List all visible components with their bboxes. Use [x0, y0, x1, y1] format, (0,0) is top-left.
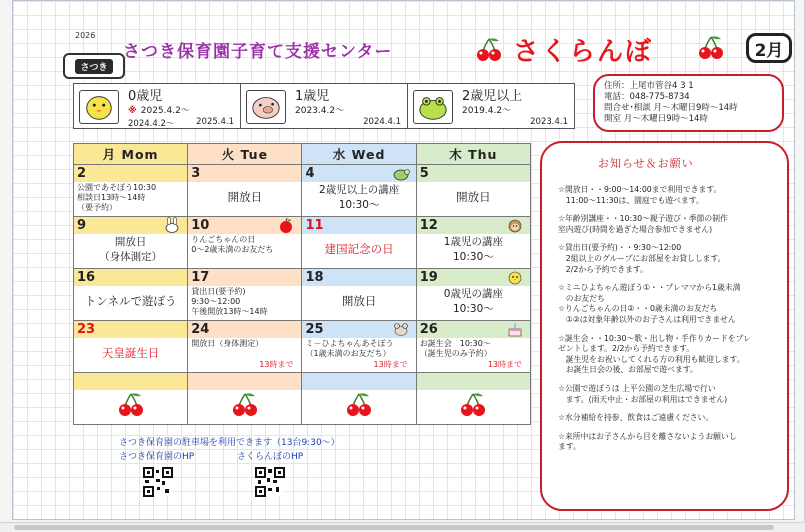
day-event-text [188, 234, 301, 255]
calendar-day-cell [302, 373, 416, 425]
calendar-day-cell [188, 373, 302, 425]
notice-line: ☆貸出日(要予約)・・9:30～12:00 [558, 243, 682, 253]
day-event-line: 相談日13時～14時 [77, 193, 146, 202]
day-number [417, 373, 530, 390]
hp-link-sakuranbo[interactable]: さくらんぼのHP [237, 452, 304, 462]
cherry-decoration [302, 390, 415, 418]
scrollbar-thumb[interactable] [14, 525, 774, 530]
day-number: 18 [302, 269, 415, 286]
day-event-text [417, 338, 530, 359]
day-event: 天皇誕生日 [101, 346, 160, 360]
notice-item [558, 413, 779, 424]
notice-line: ☆水分補給を持参、飲食はご遠慮ください。 [558, 413, 714, 423]
day-number: 3 [188, 165, 301, 182]
calendar-day-cell [74, 165, 188, 217]
calendar-day-cell [416, 321, 530, 373]
age-label: 0歳児 [128, 89, 163, 104]
day-number: 17 [188, 269, 301, 286]
age-groups [73, 83, 575, 129]
notice-line: ☆ミニひよちゃん遊ぼう①・・プレママから1歳未満 [558, 283, 741, 293]
day-event-line: 9:30～12:00 [191, 297, 241, 306]
day-event-line: 0～2歳未満のお友だち [191, 245, 274, 254]
day-event-line: （誕生児のみ予約） [419, 349, 492, 358]
day-event-line: 10:30～ [452, 251, 494, 263]
frog-icon [413, 90, 453, 124]
logo-text: さつき [75, 59, 112, 74]
day-number [188, 373, 301, 390]
day-event: 開放日 [341, 294, 377, 308]
calendar-day-cell [74, 217, 188, 269]
calendar-week [74, 269, 531, 321]
address-line: 住所：上尾市菅谷4 3 1 [604, 81, 694, 91]
horizontal-scrollbar[interactable] [0, 522, 805, 532]
cherry-decoration [74, 390, 187, 418]
notice-line: 誕生児をお祝いしてくれる方の利用も歓迎します。 [558, 354, 745, 364]
day-event: トンネルで遊ぼう [84, 294, 177, 308]
calendar-week [74, 217, 531, 269]
notice-line: 11:00～11:30は、園庭でも遊べます。 [558, 195, 704, 205]
day-number: 16 [74, 269, 187, 286]
day-number [302, 373, 415, 390]
year-label: 2026 [75, 31, 96, 40]
notice-item [558, 384, 779, 405]
day-event-line: ミ－ひよちゃんあそぼう [305, 339, 394, 348]
day-event-line: りんごちゃんの日 [191, 235, 256, 244]
day-number: 5 [417, 165, 530, 182]
day-number: 2 [74, 165, 187, 182]
notice-line: ☆年齢別講座・・10:30～親子遊び・季節の制作 [558, 214, 728, 224]
day-event-line: 10:30～ [338, 199, 380, 211]
age-date-end: 2023.4.1 [530, 117, 568, 127]
weekday-header-tue: 火 Tue [188, 144, 302, 165]
notice-line: のお友だち [558, 293, 605, 303]
weekday-header-wed: 水 Wed [302, 144, 416, 165]
age-date-start: 2019.4.2～ [462, 106, 512, 116]
day-event-line: 午後開放13時～14時 [191, 307, 268, 316]
calendar-day-cell [416, 165, 530, 217]
day-event-line: お誕生会 10:30～ [419, 339, 491, 348]
age-date-end: 2025.4.1 [196, 117, 234, 127]
day-number: 26 [417, 321, 530, 338]
day-event-text [302, 338, 415, 359]
day-number: 4 [302, 165, 415, 182]
day-number: 25 [302, 321, 415, 338]
notice-line: ます。 [558, 442, 581, 452]
day-number: 12 [417, 217, 530, 234]
calendar-day-cell [74, 321, 188, 373]
day-number: 24 [188, 321, 301, 338]
address-box [593, 74, 784, 132]
day-event-line: 1歳児の講座 [443, 236, 503, 248]
age-date-start: ※ 2025.4.2～ [128, 106, 190, 116]
notice-box [540, 141, 789, 511]
notice-title: お知らせ＆お願い [598, 157, 694, 170]
day-event-line: 公園であそぼう10:30 [77, 183, 157, 192]
notice-line: 2/2から予約できます。 [558, 264, 648, 274]
age-date-start: 2023.4.2～ [295, 106, 345, 116]
logo [63, 53, 125, 79]
notice-line: ☆誕生会・・10:30～歌・出し物・手作りカードをプレ [558, 333, 751, 343]
day-note: 13時まで [487, 360, 522, 369]
day-event-line: 2歳児以上の講座 [319, 184, 400, 196]
day-number: 10 [188, 217, 301, 234]
weekday-header-mon: 月 Mom [74, 144, 188, 165]
calendar-day-cell [416, 373, 530, 425]
notice-item [558, 432, 779, 453]
day-event: 開放日 [227, 190, 263, 204]
apple-icon [277, 217, 295, 233]
cherry-icon [458, 392, 488, 418]
cherry-decoration [417, 390, 530, 418]
age-group-1 [241, 84, 408, 128]
calendar-day-cell [74, 373, 188, 425]
mouse-icon [392, 321, 410, 337]
parking-note: さつき保育園の駐車場を利用できます（13台9:30～） [119, 438, 340, 448]
main-title: さくらんぼ [513, 37, 654, 67]
notice-line: ます。(雨天中止・お部屋の利用はできません) [558, 394, 728, 404]
cherry-icon [116, 392, 146, 418]
age-date-end: 2024.4.1 [363, 117, 401, 127]
document-page [12, 0, 795, 520]
age-label: 1歳児 [295, 89, 330, 104]
day-event: 開放日 [456, 190, 491, 204]
day-event: 建国記念の日 [324, 242, 394, 256]
age-group-0 [74, 84, 241, 128]
calendar-day-cell [188, 321, 302, 373]
notice-item [558, 334, 779, 376]
rabbit-icon [163, 217, 181, 233]
notice-line: ゼントします。2/2から予約できます。 [558, 344, 695, 354]
hp-link-satsuki[interactable]: さつき保育園のHP [119, 452, 195, 462]
day-event-text [188, 338, 301, 349]
day-number: 9 [74, 217, 187, 234]
phone-line: 電話：048-775-8734 [604, 92, 690, 102]
day-event-line: （1歳未満のお友だち） [305, 349, 391, 358]
calendar-day-cell [302, 217, 416, 269]
calendar-day-cell [416, 269, 530, 321]
calendar-day-cell [302, 165, 416, 217]
day-event-line: 0歳児の講座 [443, 288, 503, 300]
chick-icon [79, 90, 119, 124]
turtle-icon [392, 165, 410, 181]
monkey-icon [506, 217, 524, 233]
day-event-line: 開放日（身体測定） [191, 339, 264, 348]
cherry-decoration [188, 390, 301, 418]
calendar-day-cell [188, 165, 302, 217]
calendar-day-cell [188, 269, 302, 321]
cake-icon [506, 321, 524, 337]
day-number: 23 [74, 321, 187, 338]
calendar-day-cell [188, 217, 302, 269]
day-note: 13時まで [259, 360, 294, 369]
notice-line: 2組以上のグループにお部屋をお貸しします。 [558, 253, 726, 263]
qr-code-icon [143, 467, 173, 497]
age-group-2 [408, 84, 574, 128]
day-event-line: （身体測定） [99, 251, 163, 263]
calendar-day-cell [416, 217, 530, 269]
cherry-icon [344, 392, 374, 418]
day-event-line: 貸出日(要予約) [191, 287, 246, 296]
day-event-line: 開放日 [114, 236, 147, 248]
org-title: さつき保育園子育て支援センター [123, 42, 393, 62]
day-event-line: （要予約） [77, 203, 117, 212]
notice-line: お誕生日会の後、お部屋で遊べます。 [558, 365, 698, 375]
calendar-day-cell [302, 269, 416, 321]
open-hours: 開室 月～木曜日9時～14時 [604, 114, 708, 124]
qr-code-icon [255, 467, 285, 497]
day-number: 19 [417, 269, 530, 286]
notice-line: 室内遊び(時間を過ぎた場合参加できません) [558, 224, 713, 234]
age-date-range-start: 2024.4.2～ [128, 119, 175, 129]
notice-list [558, 185, 779, 453]
notice-item [558, 185, 779, 206]
notice-item [558, 214, 779, 235]
pig-icon [246, 90, 286, 124]
day-note: 13時まで [373, 360, 408, 369]
chick-icon [506, 269, 524, 285]
day-number: 11 [302, 217, 415, 234]
day-number [74, 373, 187, 390]
notice-line: ①②は対象年齢以外のお子さんは利用できません [558, 314, 736, 324]
inquiry-hours: 問合せ･相談 月～木曜日9時～14時 [604, 103, 738, 113]
cherry-icon [475, 37, 503, 63]
day-event-line: 10:30～ [452, 303, 494, 315]
calendar-table [73, 143, 531, 425]
notice-item [558, 283, 779, 325]
month-badge: 2月 [746, 33, 792, 63]
notice-line: ☆公園で遊ぼうは 上平公園の芝生広場で行い [558, 383, 716, 393]
calendar-day-cell [74, 269, 188, 321]
notice-item [558, 243, 779, 275]
notice-line: ☆来所中はお子さんから目を離さないようお願いし [558, 431, 737, 441]
calendar-week-blank [74, 373, 531, 425]
calendar-week [74, 321, 531, 373]
day-event-text [74, 182, 187, 213]
calendar-day-cell [302, 321, 416, 373]
age-label: 2歳児以上 [462, 89, 523, 104]
calendar-week [74, 165, 531, 217]
cherry-icon [697, 35, 725, 61]
notice-line: ☆りんごちゃんの日②・・0歳未満のお友だち [558, 304, 718, 314]
cherry-icon [230, 392, 260, 418]
notice-line: ☆開放日・・9:00～14:00まで利用できます。 [558, 185, 722, 194]
weekday-header-thu: 木 Thu [416, 144, 530, 165]
day-event-text [188, 286, 301, 317]
